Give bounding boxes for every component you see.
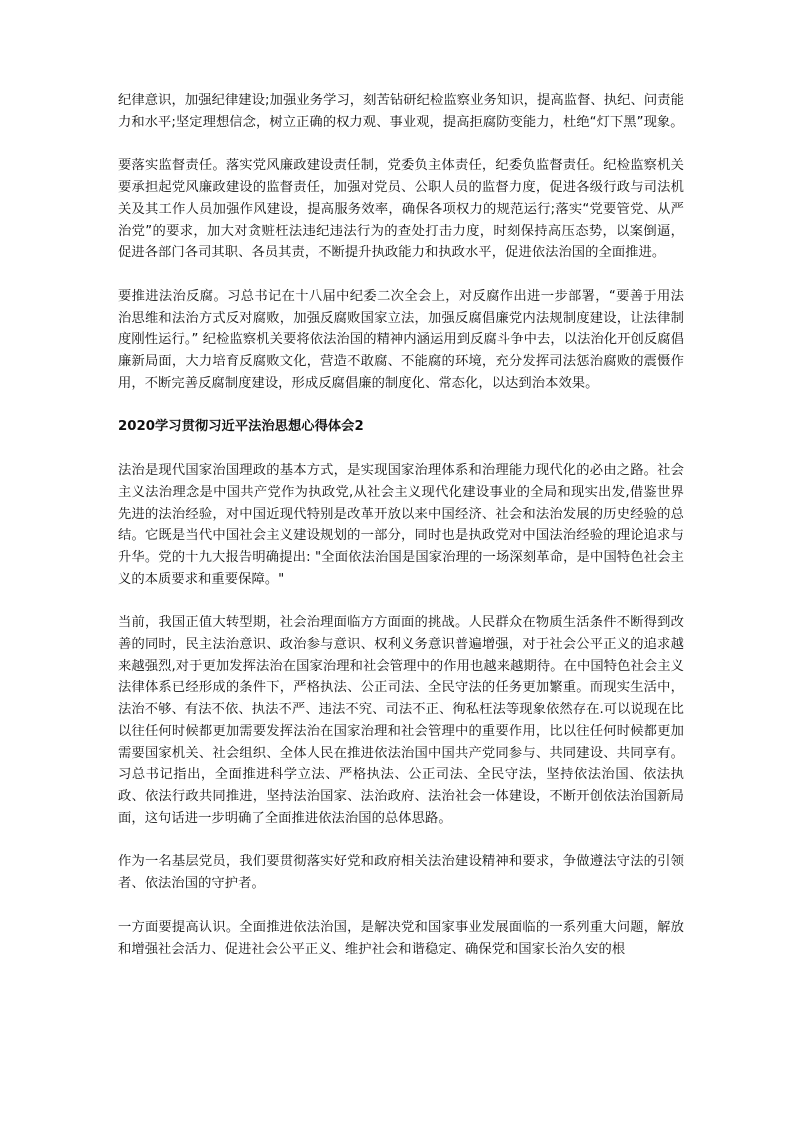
paragraph: 一方面要提高认识。全面推进依法治国，是解决党和国家事业发展面临的一系列重大问题，解放和增强社会活力、促进社会公平正义、维护社会和谐稳定、确保党和国家长治久安的根 [118,919,684,957]
paragraph: 要落实监督责任。落实党风廉政建设责任制，党委负主体责任，纪委负监督责任。纪检监察机关要承担起党风廉政建设的监督责任，加强对党员、公职人员的监督力度，促进各级行政与司法机关及其工作人员加强作风建设，提高服务效率，确保各项权力的规范运行;落实“党要管党、从严治党”的要求，加大对贪赃枉法违纪违法行为的查处打击力度，时刻保持高压态势，以案倒逼，促进各部门各司其职、各员其责，不断提升执政能力和执政水平，促进依法治国的全面推进。 [118,158,684,261]
paragraph: 当前，我国正值大转型期，社会治理面临方方面面的挑战。人民群众在物质生活条件不断得到改善的同时，民主法治意识、政治参与意识、权利义务意识普遍增强，对于社会公平正义的追求越来越强烈,对于更加发挥法治在国家治理和社会管理中的作用也越来越期待。在中国特色社会主义法律体系已经形成的条件下，严格执法、公正司法、全民守法的任务更加繁重。而现实生活中，法治不够、有法不依、执法不严、违法不究、司法不正、徇私枉法等现象依然存在.可以说现在比以往任何时候都更加需要发挥法治在国家治理和社会管理中的重要作用，比以往任何时候都更加需要国家机关、社会组织、全体人民在推进依法治国中国共产党同参与、共同建设、共同享有。习总书记指出，全面推进科学立法、严格执法、公正司法、全民守法，坚持依法治国、依法执政、依法行政共同推进，坚持法治国家、法治政府、法治社会一体建设，不断开创依法治国新局面，这句话进一步明确了全面推进依法治国的总体思路。 [118,615,684,826]
paragraph: 纪律意识，加强纪律建设;加强业务学习，刻苦钻研纪检监察业务知识，提高监督、执纪、问责能力和水平;坚定理想信念，树立正确的权力观、事业观，提高拒腐防变能力，杜绝“灯下黑”现象。 [118,93,684,130]
paragraph: 要推进法治反腐。习总书记在十八届中纪委二次全会上，对反腐作出进一步部署，“要善于用法治思维和法治方式反对腐败，加强反腐败国家立法，加强反腐倡廉党内法规制度建设，让法律制度刚性运行。” 纪检监察机关要将依法治国的精神内涵运用到反腐斗争中去，以法治化开创反腐倡廉新局面，大力培育反腐败文化，营造不敢腐、不能腐的环境，充分发挥司法惩治腐败的震慑作用，不断完善反腐制度建设，形成反腐倡廉的制度化、常态化，以达到治本效果。 [118,288,684,391]
paragraph: 法治是现代国家治国理政的基本方式，是实现国家治理体系和治理能力现代化的必由之路。社会主义法治理念是中国共产党作为执政党,从社会主义现代化建设事业的全局和现实出发,借鉴世界先进的法治经验，对中国近现代特别是改革开放以来中国经济、社会和法治发展的历史经验的总结。它既是当代中国社会主义建设规划的一部分，同时也是执政党对中国法治经验的理论追求与升华。党的十九大报告明确提出: "全面依法治国是国家治理的一场深刻革命，是中国特色社会主义的本质要求和重要保障。" [118,463,684,587]
section-heading: 2020学习贯彻习近平法治思想心得体会2 [118,419,364,435]
paragraph: 作为一名基层党员，我们要贯彻落实好党和政府相关法治建设精神和要求，争做遵法守法的引领者、依法治国的守护者。 [118,854,684,892]
